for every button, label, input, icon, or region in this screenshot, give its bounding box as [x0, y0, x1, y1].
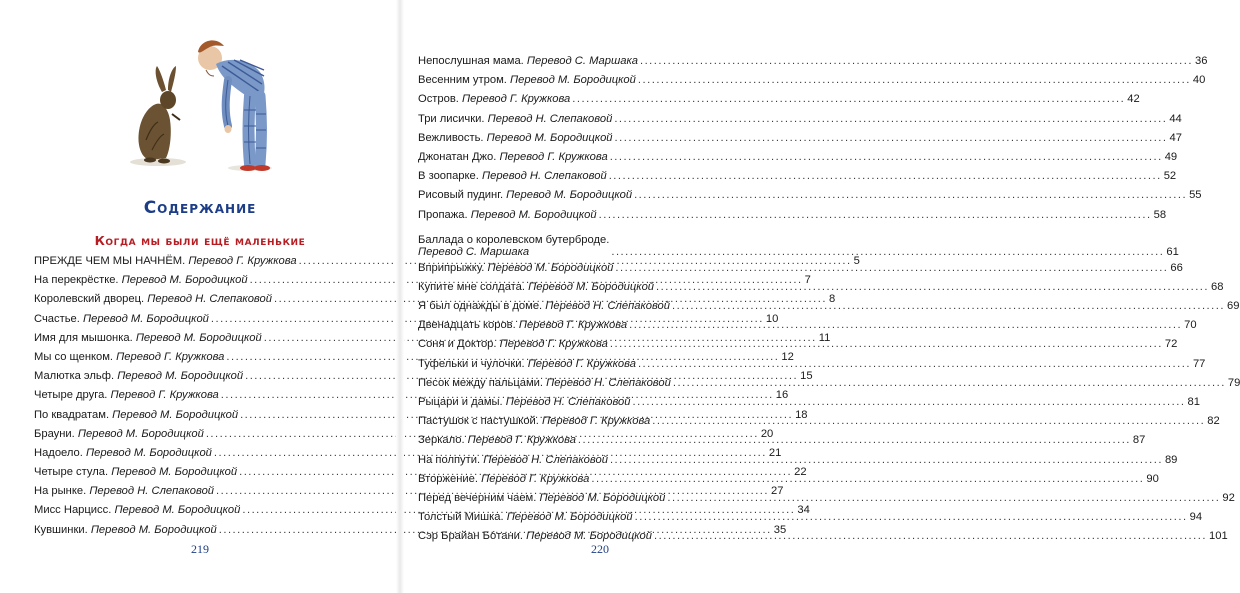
toc-entry-translator: Перевод М. Бородицкой — [114, 504, 241, 517]
toc-entry-title: Четыре стула. — [34, 466, 109, 479]
toc-entry-page: 20 — [760, 427, 774, 440]
toc-entry-text — [418, 151, 608, 163]
toc-entry-text — [34, 332, 262, 344]
toc-entry-text — [34, 274, 248, 286]
toc-entry-text — [34, 485, 214, 497]
toc-entry-translator: Перевод Н. Слепаковой — [545, 300, 670, 313]
toc-entry-title: Вприпрыжку. — [418, 261, 485, 274]
toc-leader-dots — [634, 189, 1187, 201]
toc-entry-title: Счастье. — [34, 312, 80, 325]
toc-entry-title: В зоопарке. — [418, 170, 479, 183]
toc-entry-text — [418, 454, 608, 466]
toc-entry-page: 90 — [1146, 472, 1159, 485]
toc-entry-title: Мы со щенком. — [34, 350, 114, 363]
toc-leader-dots — [629, 319, 1182, 331]
toc-entry-translator: Перевод М. Бородицкой — [90, 523, 217, 536]
toc-entry-translator: Перевод Г. Кружкова — [527, 357, 636, 370]
toc-entry-text — [418, 189, 632, 201]
toc-entry-text — [418, 396, 631, 408]
toc-entry-page: 87 — [1132, 434, 1146, 447]
toc-entry-translator: Перевод Н. Слепаковой — [505, 396, 631, 408]
toc-entry-text — [418, 415, 650, 427]
toc-entry-text — [34, 351, 224, 363]
toc-entry-text — [418, 338, 608, 350]
toc-entry-text — [418, 93, 570, 105]
toc-entry-text — [418, 234, 609, 258]
toc-entry-page: 36 — [1194, 55, 1208, 67]
toc-entry-text — [418, 358, 636, 370]
toc-entry-translator: Перевод М. Бородицкой — [528, 280, 655, 293]
toc-entry-text — [34, 255, 297, 267]
toc-entry-title: На рынке. — [34, 485, 87, 498]
toc-entry-translator: Перевод Н. Слепаковой — [546, 376, 671, 389]
toc-entry-text — [34, 370, 243, 382]
toc-entry-page: 79 — [1227, 376, 1240, 389]
toc-entry-page: 89 — [1164, 453, 1178, 466]
toc-entry-title: Три лисички. — [418, 112, 485, 125]
toc-leader-dots — [640, 55, 1193, 67]
toc-entry-page: 61 — [1166, 245, 1179, 258]
toc-entry-page: 52 — [1163, 170, 1177, 183]
toc-entry-text — [34, 409, 238, 421]
toc-entry-page: 11 — [818, 331, 831, 344]
toc-entry-text — [418, 55, 638, 67]
toc-entry-title: По квадратам. — [34, 408, 110, 421]
toc-leader-dots — [591, 473, 1144, 485]
toc-entry-text — [418, 74, 636, 86]
toc-leader-dots — [635, 511, 1188, 523]
toc-leader-dots — [638, 74, 1191, 86]
toc-entry-text — [34, 466, 237, 478]
toc-entry-translator: Перевод М. Бородицкой — [509, 74, 636, 87]
toc-entry — [418, 189, 1202, 208]
boy-figure — [198, 40, 270, 171]
toc-entry — [418, 150, 1178, 170]
toc-entry-title: Джонатан Джо. — [418, 150, 497, 163]
toc-leader-dots — [654, 530, 1207, 542]
toc-entry — [418, 170, 1177, 189]
toc-entry-translator: Перевод Г. Кружкова — [116, 350, 225, 363]
toc-entry-page: 27 — [771, 485, 784, 498]
toc-entry-title: Непослушная мама. — [418, 55, 524, 67]
toc-leader-dots — [610, 151, 1163, 163]
toc-entry — [418, 74, 1206, 93]
toc-entry-text — [34, 313, 209, 325]
toc-entry-text — [418, 511, 633, 523]
toc-entry-text — [418, 319, 627, 331]
page-number-left: 219 — [191, 542, 209, 556]
toc-entry-page: 34 — [797, 504, 810, 517]
toc-entry-translator: Перевод Г. Кружкова — [499, 150, 608, 163]
toc-entry-translator: Перевод М. Бородицкой — [506, 189, 633, 202]
toc-entry-translator: Перевод М. Бородицкой — [506, 511, 633, 524]
toc-entry-translator: Перевод Г. Кружкова — [518, 319, 628, 332]
toc-entry — [418, 280, 1224, 300]
toc-entry-page: 16 — [775, 389, 789, 402]
toc-entry-page: 10 — [765, 312, 779, 325]
toc-entry-text — [418, 113, 612, 125]
toc-entry-text — [34, 447, 212, 459]
toc-entry-title: На перекрёстке. — [34, 274, 119, 287]
toc-leader-dots — [572, 93, 1125, 105]
toc-entry-title: Зеркало. — [418, 434, 465, 447]
toc-entry-translator: Перевод Н. Слепаковой — [89, 485, 215, 498]
toc-entry-page: 22 — [794, 466, 807, 479]
toc-entry-title: Соня и Доктор. — [418, 338, 497, 351]
toc-entry-translator: Перевод Г. Кружкова — [110, 389, 219, 402]
toc-entry-page: 69 — [1227, 300, 1240, 313]
toc-entry-text — [418, 377, 671, 389]
toc-entry-text — [418, 262, 613, 274]
toc-entry-title: Я был однажды в доме. — [418, 300, 543, 313]
toc-entry-page: 68 — [1211, 280, 1224, 293]
toc-leader-dots — [615, 262, 1168, 274]
toc-entry-page: 12 — [781, 350, 794, 363]
toc-entry-translator: Перевод Н. Слепаковой — [483, 453, 608, 466]
toc-entry — [418, 131, 1182, 151]
toc-leader-dots — [672, 300, 1225, 312]
toc-entry-translator: Перевод М. Бородицкой — [83, 312, 209, 325]
toc-entry-text — [34, 389, 219, 401]
toc-entry-title: Малютка эльф. — [34, 370, 115, 383]
toc-entry-page: 72 — [1164, 338, 1178, 351]
toc-leader-dots — [599, 209, 1152, 221]
toc-entry-page: 82 — [1207, 415, 1220, 428]
toc-entry — [418, 93, 1140, 112]
toc-entry-translator: Перевод М. Бородицкой — [77, 427, 204, 440]
toc-entry-page: 94 — [1189, 511, 1203, 524]
toc-entry-translator: Перевод Г. Кружкова — [467, 434, 576, 447]
toc-leader-dots — [610, 338, 1163, 350]
toc-entry-title: Королевский дворец. — [34, 293, 145, 306]
toc-entry-translator: Перевод Н. Слепаковой — [487, 112, 613, 125]
toc-entry-translator: Перевод Г. Кружкова — [481, 472, 590, 485]
toc-entry-text — [418, 132, 613, 144]
toc-title: Содержание — [143, 198, 257, 218]
toc-leader-dots — [615, 132, 1168, 144]
toc-entry-page: 49 — [1164, 150, 1178, 163]
toc-leader-dots — [633, 396, 1186, 408]
toc-entry-title: На полпути. — [418, 453, 481, 466]
toc-entry-translator: Перевод М. Бородицкой — [135, 331, 262, 344]
toc-entry-text — [418, 530, 652, 542]
toc-entry-translator: Перевод Г. Кружкова — [542, 415, 651, 428]
toc-entry — [418, 55, 1208, 74]
toc-leader-dots — [609, 170, 1162, 182]
toc-leader-dots — [656, 281, 1209, 293]
toc-entry-text — [418, 281, 654, 293]
toc-entry-page: 8 — [828, 293, 836, 306]
toc-entry — [418, 208, 1167, 228]
toc-entry-page: 7 — [804, 274, 811, 287]
toc-entry-page: 21 — [768, 446, 782, 459]
toc-entry-page: 58 — [1153, 208, 1167, 221]
toc-entry-title: Пастушок с пастушкой. — [418, 415, 539, 428]
toc-leader-dots — [578, 434, 1131, 446]
toc-entry-page: 35 — [773, 523, 787, 536]
toc-entry-title: Брауни. — [34, 427, 75, 440]
toc-entry-page: 42 — [1127, 93, 1140, 106]
toc-entry-translator: Перевод М. Бородицкой — [470, 208, 597, 221]
toc-entry-title: Пропажа. — [418, 208, 468, 221]
toc-leader-dots — [667, 492, 1220, 504]
toc-entry-title: Имя для мышонка. — [34, 331, 133, 344]
toc-entry-page: 81 — [1187, 396, 1200, 408]
toc-entry-translator: Перевод М. Бородицкой — [539, 491, 666, 504]
toc-entry-translator: Перевод С. Маршака — [418, 245, 530, 258]
toc-entry-translator: Перевод Г. Кружкова — [188, 255, 297, 267]
toc-entry-translator: Перевод М. Бородицкой — [486, 131, 613, 144]
toc-entry-page: 66 — [1170, 261, 1183, 274]
toc-entry-title: Кувшинки. — [34, 523, 88, 536]
toc-entry-translator: Перевод Г. Кружкова — [462, 93, 571, 106]
toc-leader-dots — [652, 415, 1205, 427]
toc-entry-text — [34, 524, 217, 536]
toc-entry-text — [34, 428, 204, 440]
toc-entry-page: 44 — [1169, 112, 1182, 125]
toc-entry-title: Четыре друга. — [34, 389, 108, 402]
toc-entry-page: 77 — [1192, 357, 1206, 370]
toc-entry-page: 15 — [800, 370, 813, 383]
toc-entry-page: 55 — [1189, 189, 1202, 202]
toc-entry-translator: Перевод М. Бородицкой — [86, 446, 212, 459]
toc-entry-title: Купите мне солдата. — [418, 280, 526, 293]
toc-leader-dots — [610, 454, 1163, 466]
toc-entry-page: 18 — [795, 408, 808, 421]
toc-entry-page: 70 — [1184, 319, 1197, 332]
boy-and-rabbit-illustration — [110, 30, 290, 175]
toc-entry-title: Весенним утром. — [418, 74, 507, 87]
toc-entry-title: Вторжение. — [418, 472, 478, 485]
toc-entry-title: Баллада о королевском бутерброде. — [418, 233, 610, 246]
toc-entry — [418, 112, 1182, 132]
toc-entry-page: 5 — [853, 255, 860, 267]
toc-entry — [418, 261, 1183, 281]
toc-entry-translator: Перевод М. Бородицкой — [121, 274, 248, 287]
toc-entry — [418, 228, 1179, 262]
toc-entry-text — [418, 209, 597, 221]
toc-entry-text — [418, 492, 665, 504]
toc-entry-translator: Перевод Н. Слепаковой — [481, 170, 607, 183]
toc-entry-text — [418, 473, 589, 485]
toc-entry-title: Рыцари и дамы. — [418, 396, 503, 408]
toc-entry-text — [418, 170, 607, 182]
toc-entry-title: Толстый Мишка. — [418, 511, 504, 524]
toc-entry-translator: Перевод М. Бородицкой — [117, 370, 244, 383]
page-number-right: 220 — [591, 542, 609, 556]
rabbit-figure — [138, 66, 180, 164]
toc-entry-title: Двенадцать коров. — [418, 319, 516, 332]
toc-entry-text — [34, 504, 240, 516]
toc-entry-title: Перед вечерним чаем. — [418, 491, 537, 504]
toc-entry-translator: Перевод М. Бородицкой — [526, 530, 652, 543]
toc-entry-title: ПРЕЖДЕ ЧЕМ МЫ НАЧНЁМ. — [34, 255, 186, 267]
toc-entry-translator: Перевод Н. Слепаковой — [147, 293, 272, 306]
toc-entry-title: Сэр Брайан Бóтани. — [418, 530, 523, 543]
toc-entry-title: Остров. — [418, 93, 459, 106]
toc-entry-title: Надоело. — [34, 446, 83, 459]
toc-leader-dots — [638, 358, 1191, 370]
toc-entry-translator: Перевод М. Бородицкой — [487, 261, 614, 274]
toc-leader-dots — [611, 246, 1164, 258]
toc-entry-page: 40 — [1192, 74, 1206, 87]
toc-entry-text — [418, 300, 670, 312]
toc-entry-text — [418, 434, 576, 446]
toc-entry-title: Песок между пальцами. — [418, 376, 544, 389]
toc-entry-title: Туфельки и чулочки. — [418, 357, 525, 370]
toc-entry-page: 47 — [1169, 131, 1182, 144]
toc-entry-translator: Перевод С. Маршака — [526, 55, 638, 67]
section-title: Когда мы были ещё маленькие — [94, 233, 306, 248]
toc-entry-page: 101 — [1209, 530, 1228, 543]
toc-leader-dots — [614, 113, 1167, 125]
toc-entry-title: Вежливость. — [418, 131, 484, 144]
toc-entry-translator: Перевод М. Бородицкой — [111, 466, 238, 479]
toc-entry-page: 92 — [1222, 491, 1235, 504]
toc-entry-title: Рисовый пудинг. — [418, 189, 504, 202]
toc-leader-dots — [673, 377, 1226, 389]
toc-entry-text — [34, 293, 272, 305]
toc-entry-translator: Перевод Г. Кружкова — [499, 338, 608, 351]
toc-entry-title: Мисс Нарцисс. — [34, 504, 112, 517]
toc-entry-translator: Перевод М. Бородицкой — [112, 408, 239, 421]
